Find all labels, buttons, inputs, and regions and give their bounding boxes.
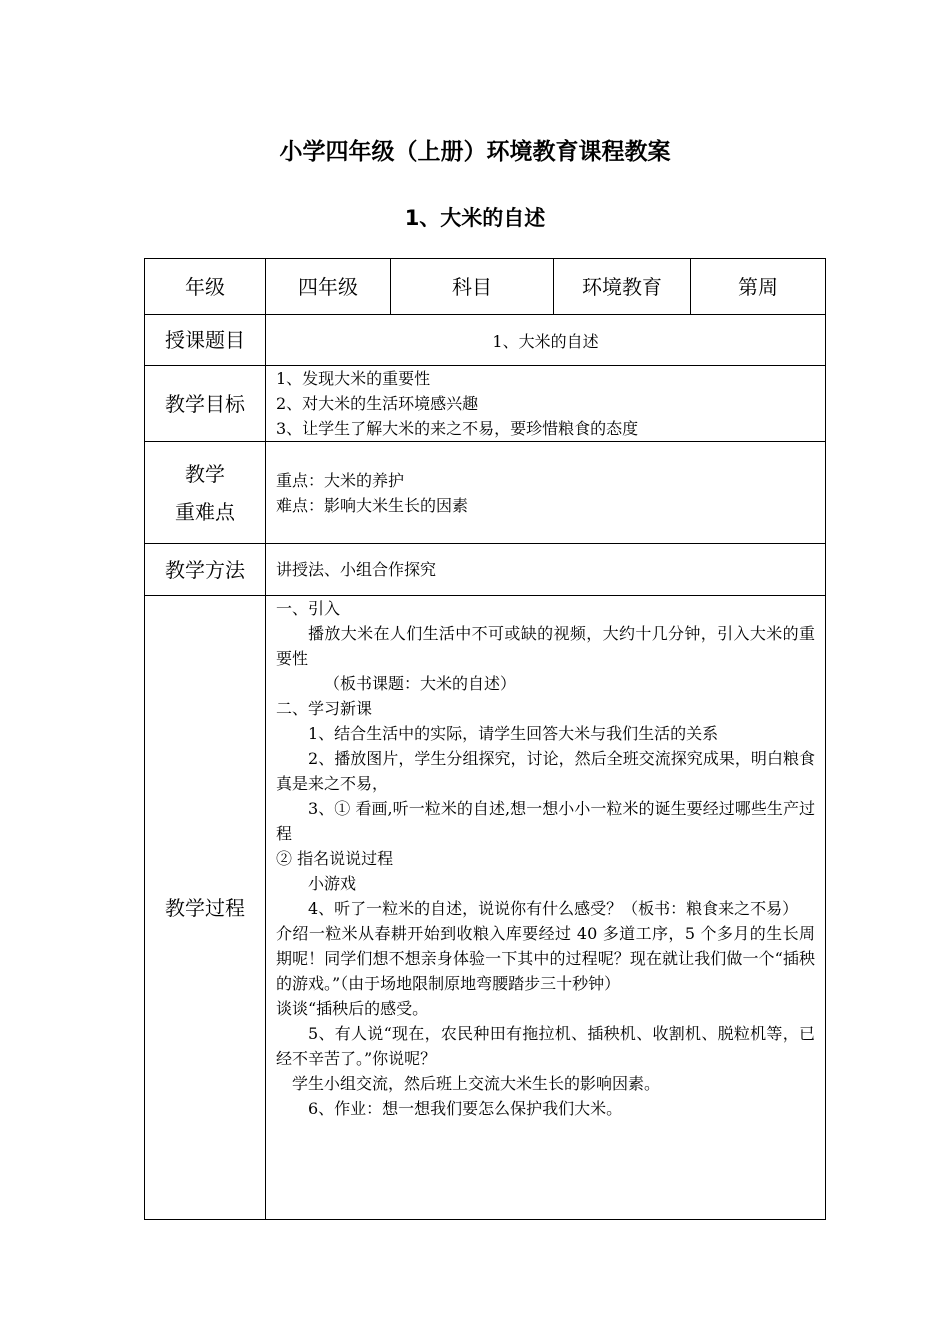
process-line: 2、播放图片，学生分组探究，讨论，然后全班交流探究成果，明白粮食真是来之不易， bbox=[276, 749, 815, 793]
process-line: 学生小组交流，然后班上交流大米生长的影响因素。 bbox=[292, 1074, 661, 1093]
process-line: 二、学习新课 bbox=[276, 699, 373, 718]
method-value: 讲授法、小组合作探究 bbox=[266, 544, 826, 596]
key-points-label-line1: 教学 bbox=[185, 461, 225, 486]
process-line: 1、结合生活中的实际，请学生回答大米与我们生活的关系 bbox=[308, 724, 719, 743]
key-points-label bbox=[145, 442, 266, 544]
process-line: ② 指名说说过程 bbox=[276, 849, 394, 868]
goals-label: 教学目标 bbox=[145, 366, 266, 442]
process-line: 介绍一粒米从春耕开始到收粮入库要经过 40 多道工序，5 个多月的生长周期呢！同学们想不想亲身体验一下其中的过程呢？现在就让我们做一个“插秧的游戏。”（由于场地限制原地弯腰踏步三十秒钟） bbox=[276, 924, 815, 993]
page-title: 小学四年级（上册）环境教育课程教案 bbox=[279, 139, 671, 165]
goal-item: 3、让学生了解大米的来之不易，要珍惜粮食的态度 bbox=[276, 419, 639, 438]
process-line: 谈谈“插秧后的感受。 bbox=[276, 999, 429, 1018]
topic-row bbox=[145, 315, 826, 366]
grade-label: 年级 bbox=[145, 259, 266, 315]
lesson-plan-table bbox=[144, 258, 826, 1220]
method-row bbox=[145, 544, 826, 596]
goals-row bbox=[145, 366, 826, 442]
goal-item: 2、对大米的生活环境感兴趣 bbox=[276, 394, 479, 413]
process-line: 3、① 看画,听一粒米的自述,想一想小小一粒米的诞生要经过哪些生产过程 bbox=[276, 799, 815, 843]
process-label: 教学过程 bbox=[145, 596, 266, 1220]
goals-content bbox=[266, 366, 826, 442]
topic-value: 1、大米的自述 bbox=[266, 315, 826, 366]
process-line: 6、作业：想一想我们要怎么保护我们大米。 bbox=[308, 1099, 623, 1118]
method-label: 教学方法 bbox=[145, 544, 266, 596]
lesson-title: 1、大米的自述 bbox=[404, 206, 546, 230]
process-content bbox=[266, 596, 826, 1220]
process-line: 4、听了一粒米的自述，说说你有什么感受？（板书：粮食来之不易） bbox=[308, 899, 799, 918]
key-points-content bbox=[266, 442, 826, 544]
key-points-row bbox=[145, 442, 826, 544]
subject-label: 科目 bbox=[391, 259, 554, 315]
key-point-difficulty: 难点：影响大米生长的因素 bbox=[276, 495, 469, 515]
process-line: 小游戏 bbox=[308, 874, 357, 893]
subject-value: 环境教育 bbox=[554, 259, 691, 315]
process-line: 一、引入 bbox=[276, 599, 341, 618]
topic-label: 授课题目 bbox=[145, 315, 266, 366]
process-row bbox=[145, 596, 826, 1220]
goal-item: 1、发现大米的重要性 bbox=[276, 369, 431, 388]
key-point-focus: 重点：大米的养护 bbox=[276, 470, 405, 490]
header-row bbox=[145, 259, 826, 315]
process-line: 5、有人说“现在，农民种田有拖拉机、插秧机、收割机、脱粒机等，已经不辛苦了。”你说呢？ bbox=[276, 1024, 815, 1068]
process-line: 播放大米在人们生活中不可或缺的视频，大约十几分钟，引入大米的重要性 bbox=[276, 624, 815, 668]
key-points-label-line2: 重难点 bbox=[175, 499, 235, 524]
process-line: （板书课题：大米的自述） bbox=[324, 674, 517, 693]
week-label: 第周 bbox=[691, 259, 826, 315]
grade-value: 四年级 bbox=[266, 259, 391, 315]
